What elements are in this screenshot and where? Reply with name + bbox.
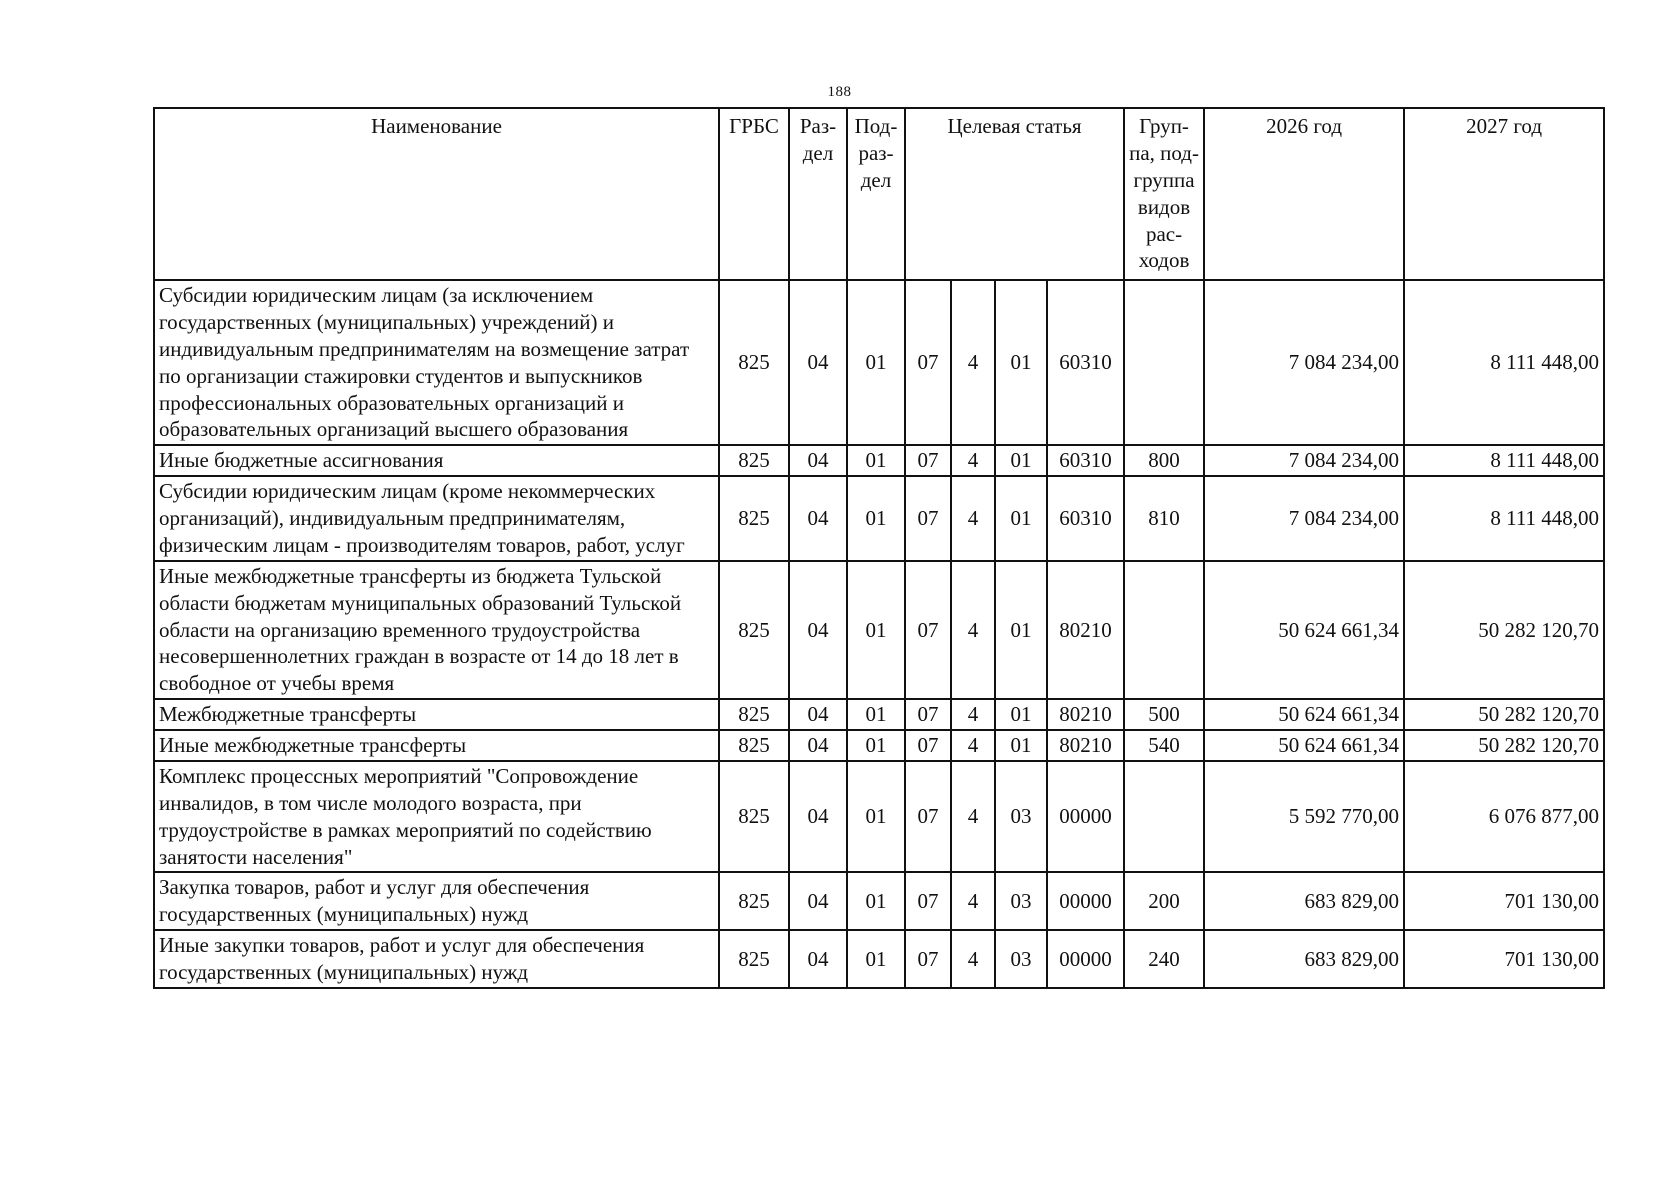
row-target-complex: 03 [995,761,1047,873]
row-target-direction: 60310 [1047,476,1124,561]
row-target-direction: 80210 [1047,699,1124,730]
row-target-direction: 60310 [1047,280,1124,445]
row-name: Комплекс процессных мероприятий "Сопровождение инвалидов, в том числе молодого возраста, при трудоустройстве в рамках мероприятий по содействию занятости населения" [154,761,719,873]
row-target-type: 4 [951,761,995,873]
row-target-complex: 03 [995,930,1047,988]
row-razdel: 04 [789,561,847,699]
row-target-direction: 00000 [1047,930,1124,988]
row-grbs: 825 [719,872,789,930]
row-target-complex: 01 [995,730,1047,761]
row-grbs: 825 [719,730,789,761]
table-row [154,761,1604,873]
row-expense-group [1124,280,1204,445]
row-target-direction: 80210 [1047,561,1124,699]
row-target-type: 4 [951,561,995,699]
table-row [154,872,1604,930]
row-razdel: 04 [789,445,847,476]
table-row [154,730,1604,761]
row-target-complex: 01 [995,445,1047,476]
row-amount-2027: 701 130,00 [1404,872,1604,930]
row-amount-2026: 683 829,00 [1204,872,1404,930]
page-number: 188 [827,84,852,100]
table-body [154,280,1604,988]
row-amount-2026: 7 084 234,00 [1204,280,1404,445]
header-target-article: Целевая статья [905,108,1124,280]
table-row [154,699,1604,730]
row-target-type: 4 [951,280,995,445]
row-amount-2027: 8 111 448,00 [1404,476,1604,561]
row-podrazdel: 01 [847,761,905,873]
row-expense-group [1124,561,1204,699]
row-target-direction: 00000 [1047,872,1124,930]
row-expense-group: 500 [1124,699,1204,730]
table-row [154,280,1604,445]
row-amount-2027: 50 282 120,70 [1404,730,1604,761]
row-target-complex: 01 [995,561,1047,699]
row-target-program: 07 [905,872,951,930]
row-amount-2027: 8 111 448,00 [1404,445,1604,476]
row-expense-group: 200 [1124,872,1204,930]
row-grbs: 825 [719,761,789,873]
row-target-program: 07 [905,930,951,988]
row-target-program: 07 [905,445,951,476]
row-name: Субсидии юридическим лицам (кроме некоммерческих организаций), индивидуальным предпринимателям, физическим лицам - производителям товаров, работ, услуг [154,476,719,561]
row-grbs: 825 [719,476,789,561]
row-target-direction: 80210 [1047,730,1124,761]
table-row [154,476,1604,561]
row-name: Иные межбюджетные трансферты [154,730,719,761]
row-amount-2026: 50 624 661,34 [1204,561,1404,699]
table-row [154,561,1604,699]
row-amount-2026: 683 829,00 [1204,930,1404,988]
row-target-complex: 01 [995,280,1047,445]
row-grbs: 825 [719,280,789,445]
header-razdel: Раз-дел [789,108,847,280]
row-grbs: 825 [719,699,789,730]
row-grbs: 825 [719,930,789,988]
row-grbs: 825 [719,445,789,476]
row-target-program: 07 [905,730,951,761]
row-target-direction: 00000 [1047,761,1124,873]
row-amount-2027: 701 130,00 [1404,930,1604,988]
row-expense-group: 810 [1124,476,1204,561]
row-amount-2026: 5 592 770,00 [1204,761,1404,873]
header-expense-group: Груп-па, под-группа видов рас-ходов [1124,108,1204,280]
row-target-type: 4 [951,730,995,761]
row-amount-2027: 8 111 448,00 [1404,280,1604,445]
row-razdel: 04 [789,476,847,561]
row-podrazdel: 01 [847,280,905,445]
row-target-direction: 60310 [1047,445,1124,476]
header-2027: 2027 год [1404,108,1604,280]
row-name: Субсидии юридическим лицам (за исключением государственных (муниципальных) учреждений) и индивидуальным предпринимателям на возмещение затрат по организации стажировки студентов и выпускников профессиональных образовательных организаций и образовательных организаций высшего образования [154,280,719,445]
row-podrazdel: 01 [847,476,905,561]
row-razdel: 04 [789,699,847,730]
row-podrazdel: 01 [847,730,905,761]
row-target-type: 4 [951,445,995,476]
header-grbs: ГРБС [719,108,789,280]
row-razdel: 04 [789,730,847,761]
row-razdel: 04 [789,280,847,445]
row-podrazdel: 01 [847,445,905,476]
row-target-type: 4 [951,930,995,988]
row-amount-2026: 7 084 234,00 [1204,445,1404,476]
row-podrazdel: 01 [847,561,905,699]
row-podrazdel: 01 [847,872,905,930]
row-target-program: 07 [905,561,951,699]
header-name: Наименование [154,108,719,280]
row-name: Иные закупки товаров, работ и услуг для обеспечения государственных (муниципальных) нужд [154,930,719,988]
row-target-program: 07 [905,280,951,445]
table-header-row [154,108,1604,280]
budget-table [153,107,1605,989]
row-target-type: 4 [951,872,995,930]
row-amount-2026: 50 624 661,34 [1204,730,1404,761]
row-amount-2026: 50 624 661,34 [1204,699,1404,730]
row-razdel: 04 [789,761,847,873]
row-name: Иные бюджетные ассигнования [154,445,719,476]
row-razdel: 04 [789,930,847,988]
row-podrazdel: 01 [847,930,905,988]
header-podrazdel: Под-раз-дел [847,108,905,280]
table-row [154,930,1604,988]
row-target-complex: 03 [995,872,1047,930]
row-grbs: 825 [719,561,789,699]
row-target-type: 4 [951,476,995,561]
header-2026: 2026 год [1204,108,1404,280]
row-target-type: 4 [951,699,995,730]
row-expense-group [1124,761,1204,873]
row-name: Иные межбюджетные трансферты из бюджета Тульской области бюджетам муниципальных образований Тульской области на организацию временного трудоустройства несовершеннолетних граждан в возрасте от 14 до 18 лет в свободное от учебы время [154,561,719,699]
table-row [154,445,1604,476]
row-name: Закупка товаров, работ и услуг для обеспечения государственных (муниципальных) нужд [154,872,719,930]
row-amount-2026: 7 084 234,00 [1204,476,1404,561]
row-expense-group: 240 [1124,930,1204,988]
row-target-program: 07 [905,761,951,873]
row-target-program: 07 [905,699,951,730]
row-amount-2027: 50 282 120,70 [1404,561,1604,699]
row-razdel: 04 [789,872,847,930]
row-amount-2027: 6 076 877,00 [1404,761,1604,873]
row-expense-group: 540 [1124,730,1204,761]
row-target-complex: 01 [995,476,1047,561]
row-target-program: 07 [905,476,951,561]
row-expense-group: 800 [1124,445,1204,476]
row-name: Межбюджетные трансферты [154,699,719,730]
row-podrazdel: 01 [847,699,905,730]
row-amount-2027: 50 282 120,70 [1404,699,1604,730]
row-target-complex: 01 [995,699,1047,730]
